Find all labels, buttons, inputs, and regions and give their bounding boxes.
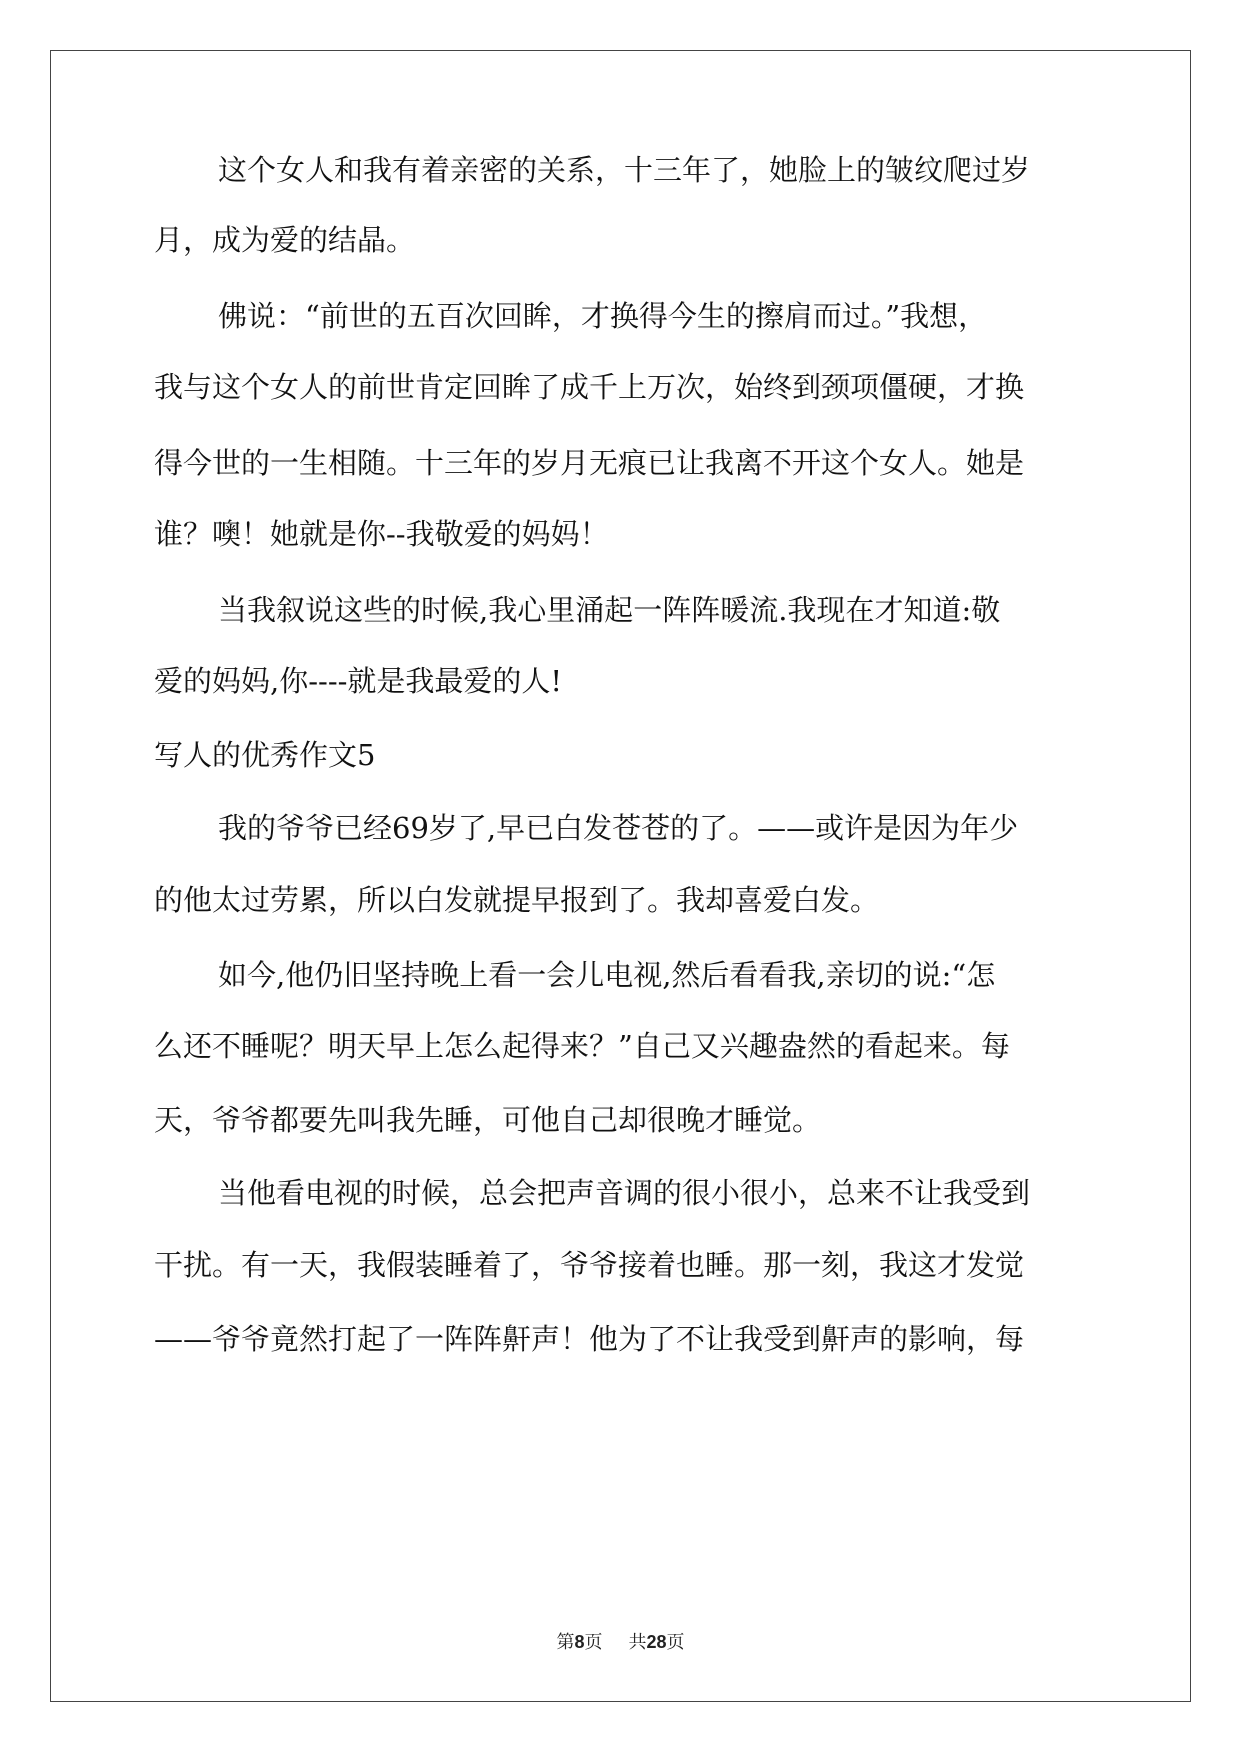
paragraph-6-line-3: ——爷爷竟然打起了一阵阵鼾声！他为了不让我受到鼾声的影响，每 <box>154 1322 1025 1356</box>
footer-total-prefix: 共 <box>628 1632 647 1653</box>
paragraph-5-line-3: 天，爷爷都要先叫我先睡，可他自己却很晚才睡觉。 <box>154 1103 822 1137</box>
paragraph-1-line-2: 月，成为爱的结晶。 <box>154 223 416 257</box>
paragraph-5-line-2: 么还不睡呢？明天早上怎么起得来？”自己又兴趣盎然的看起来。每 <box>154 1029 1010 1063</box>
paragraph-6-line-1: 当他看电视的时候，总会把声音调的很小很小，总来不让我受到 <box>218 1176 1031 1210</box>
footer-total-pages: 28 <box>646 1632 667 1652</box>
paragraph-5-line-1: 如今,他仍旧坚持晚上看一会儿电视,然后看看我,亲切的说:“怎 <box>218 958 996 992</box>
footer-page-unit: 页 <box>584 1632 603 1653</box>
footer-prefix: 第 <box>556 1632 575 1653</box>
paragraph-6-line-2: 干扰。有一天，我假装睡着了，爷爷接着也睡。那一刻，我这才发觉 <box>154 1248 1025 1282</box>
footer-page-number: 8 <box>574 1632 585 1652</box>
paragraph-3-line-1: 当我叙说这些的时候,我心里涌起一阵阵暖流.我现在才知道:敬 <box>218 593 1001 627</box>
paragraph-3-line-2: 爱的妈妈,你----就是我最爱的人! <box>154 664 563 698</box>
footer-total-unit: 页 <box>666 1632 685 1653</box>
paragraph-2-line-4: 谁？噢！她就是你--我敬爱的妈妈！ <box>154 517 609 551</box>
paragraph-2-line-3: 得今世的一生相随。十三年的岁月无痕已让我离不开这个女人。她是 <box>154 446 1025 480</box>
page-footer <box>0 1630 1241 1655</box>
paragraph-4-line-2: 的他太过劳累，所以白发就提早报到了。我却喜爱白发。 <box>154 883 880 917</box>
paragraph-2-line-2: 我与这个女人的前世肯定回眸了成千上万次，始终到颈项僵硬，才换 <box>154 370 1025 404</box>
paragraph-2-line-1: 佛说：“前世的五百次回眸，才换得今生的擦肩而过。”我想， <box>218 299 988 333</box>
paragraph-1-line-1: 这个女人和我有着亲密的关系，十三年了，她脸上的皱纹爬过岁 <box>218 153 1031 187</box>
section-heading: 写人的优秀作文5 <box>154 738 376 772</box>
paragraph-4-line-1: 我的爷爷已经69岁了,早已白发苍苍的了。——或许是因为年少 <box>218 811 1019 845</box>
